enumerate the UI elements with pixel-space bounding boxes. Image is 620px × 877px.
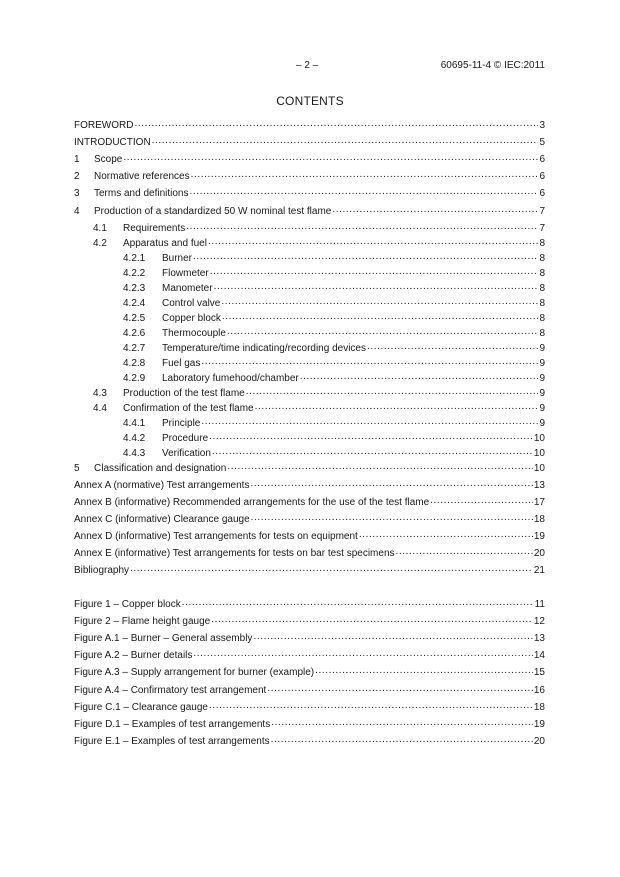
toc-entry-number: 4.2.9 <box>123 372 146 384</box>
dot-leader <box>186 221 538 231</box>
toc-entry-label: Laboratory fumehood/chamber <box>162 372 299 384</box>
dot-leader <box>182 597 534 607</box>
toc-entry-page: 10 <box>533 447 545 459</box>
toc-entry[interactable] <box>74 478 545 492</box>
toc-entry-label: Scope <box>94 154 123 166</box>
toc-entry-page: 11 <box>534 599 545 610</box>
toc-entry[interactable] <box>74 386 545 400</box>
toc-entry[interactable] <box>74 221 545 235</box>
toc-entry-page: 8 <box>539 297 545 309</box>
dot-leader <box>123 152 538 162</box>
toc-entry-label: FOREWORD <box>74 120 134 131</box>
toc-entry-number: 4.2.7 <box>123 342 146 354</box>
toc-entry-page: 5 <box>539 137 545 149</box>
toc-entry-page: 19 <box>533 718 545 730</box>
toc-entry[interactable] <box>74 461 545 475</box>
toc-entry[interactable] <box>74 495 545 509</box>
toc-entry-page: 13 <box>533 479 545 491</box>
page-number: – 2 – <box>296 60 319 71</box>
figure-entry-label: Figure 1 – Copper block <box>74 599 181 610</box>
toc-entry-number: 4 <box>74 205 80 217</box>
toc-entry-label: Annex E (informative) Test arrangements for tests on bar test specimens <box>74 548 395 560</box>
dot-leader <box>209 431 533 441</box>
dot-leader <box>271 717 533 727</box>
toc-entry-number: 3 <box>74 188 80 200</box>
toc-entry-label: Flowmeter <box>162 267 209 279</box>
dot-leader <box>134 118 538 128</box>
toc-entry-page: 9 <box>539 402 545 414</box>
toc-entry-page: 7 <box>539 222 545 234</box>
toc-entry[interactable] <box>74 152 545 166</box>
toc-entry-label: Fuel gas <box>162 357 201 369</box>
toc-entry-page: 9 <box>539 372 545 384</box>
toc-entry[interactable] <box>74 251 545 265</box>
toc-entry-page: 9 <box>539 417 545 429</box>
toc-entry-label: Thermocouple <box>162 327 226 339</box>
toc-entry-label: Confirmation of the test flame <box>123 402 254 414</box>
toc-entry-label: Control valve <box>162 297 221 309</box>
figure-entry-label: Figure D.1 – Examples of test arrangements <box>74 718 271 730</box>
page-title: CONTENTS <box>276 94 344 108</box>
figure-entry[interactable] <box>74 700 545 714</box>
dot-leader <box>190 186 539 196</box>
toc-entry-label: Apparatus and fuel <box>123 237 207 249</box>
toc-entry[interactable] <box>74 431 545 445</box>
toc-entry-page: 16 <box>533 684 545 696</box>
document-id: 60695-11-4 © IEC:2011 <box>440 60 545 71</box>
toc-entry-label: Normative references <box>94 171 190 183</box>
toc-entry-page: 9 <box>539 342 545 354</box>
toc-entry-page: 8 <box>539 237 545 249</box>
toc-entry-page: 7 <box>539 205 545 217</box>
toc-entry-label: Production of a standardized 50 W nominal test flame <box>94 205 332 217</box>
toc-entry-number: 4.2.6 <box>123 327 146 339</box>
toc-entry-label: Terms and definitions <box>94 188 189 200</box>
toc-entry-page: 14 <box>533 650 545 662</box>
figure-entry-label: Figure A.1 – Burner – General assembly <box>74 633 253 645</box>
dot-leader <box>193 251 538 261</box>
toc-entry[interactable] <box>74 563 545 577</box>
dot-leader <box>152 135 539 145</box>
dot-leader <box>300 371 539 381</box>
toc-entry[interactable] <box>74 135 545 149</box>
toc-entry-page: 15 <box>533 667 545 679</box>
toc-entry-number: 4.4.3 <box>123 447 146 459</box>
toc-entry-label: Annex B (informative) Recommended arrangements for the use of the test flame <box>74 496 430 508</box>
toc-entry[interactable] <box>74 204 545 218</box>
toc-entry-number: 1 <box>74 154 80 166</box>
toc-entry-label: Verification <box>162 447 211 459</box>
figure-entry-label: Figure A.4 – Confirmatory test arrangement <box>74 684 267 696</box>
dot-leader <box>227 461 533 471</box>
toc-entry-label: Burner <box>162 252 193 264</box>
toc-entry-page: 8 <box>539 312 545 324</box>
figure-entry[interactable] <box>74 683 545 697</box>
toc-entry-page: 6 <box>539 188 545 200</box>
toc-entry[interactable] <box>74 266 545 280</box>
figure-entry-label: Figure 2 – Flame height gauge <box>74 616 211 628</box>
dot-leader <box>201 356 538 366</box>
toc-entry-page: 10 <box>533 432 545 444</box>
toc-entry-number: 4.2.2 <box>123 267 146 279</box>
dot-leader <box>271 734 533 744</box>
dot-leader <box>211 614 533 624</box>
toc-entry-label: Production of the test flame <box>123 387 245 399</box>
toc-entry-page: 6 <box>539 154 545 166</box>
toc-entry-page: 8 <box>539 282 545 294</box>
dot-leader <box>210 266 539 276</box>
toc-entry-label: Manometer <box>162 282 213 294</box>
figure-entry[interactable] <box>74 734 545 748</box>
dot-leader <box>191 169 539 179</box>
toc-entry-page: 21 <box>533 565 545 577</box>
figure-entry[interactable] <box>74 614 545 628</box>
toc-entry-page: 18 <box>533 701 545 713</box>
toc-entry-page: 8 <box>539 267 545 279</box>
toc-entry-page: 13 <box>533 633 545 645</box>
toc-entry-number: 4.2.1 <box>123 252 146 264</box>
toc-entry-page: 17 <box>533 496 545 508</box>
toc-entry-label: Classification and designation <box>94 462 227 474</box>
toc-entry-page: 20 <box>533 548 545 560</box>
toc-entry-label: Temperature/time indicating/recording devices <box>162 342 366 354</box>
toc-entry[interactable] <box>74 416 545 430</box>
toc-entry-label: Annex D (informative) Test arrangements for tests on equipment <box>74 531 358 542</box>
dot-leader <box>359 529 533 539</box>
dot-leader <box>253 631 532 641</box>
toc-entry-label: Bibliography <box>74 565 130 577</box>
dot-leader <box>222 311 539 321</box>
toc-entry[interactable] <box>74 118 545 132</box>
toc-entry[interactable] <box>74 512 545 526</box>
dot-leader <box>221 296 538 306</box>
toc-entry-page: 6 <box>539 171 545 183</box>
dot-leader <box>208 236 538 246</box>
toc-entry[interactable] <box>74 326 545 340</box>
dot-leader <box>209 700 533 710</box>
toc-entry-page: 9 <box>539 357 545 369</box>
toc-entry-number: 5 <box>74 462 80 474</box>
dot-leader <box>214 281 539 291</box>
figure-entry[interactable] <box>74 665 545 679</box>
toc-entry-number: 4.2.4 <box>123 297 146 309</box>
dot-leader <box>255 401 539 411</box>
toc-entry[interactable] <box>74 296 545 310</box>
dot-leader <box>367 341 538 351</box>
toc-entry-page: 9 <box>539 387 545 399</box>
dot-leader <box>267 683 533 693</box>
toc-entry[interactable] <box>74 356 545 370</box>
toc-entry-page: 19 <box>533 531 545 542</box>
dot-leader <box>251 512 533 522</box>
toc-entry-label: Requirements <box>123 222 186 234</box>
toc-entry[interactable] <box>74 371 545 385</box>
toc-entry-label: INTRODUCTION <box>74 137 151 149</box>
toc-entry-label: Annex C (informative) Clearance gauge <box>74 513 250 525</box>
figure-entry-label: Figure A.2 – Burner details <box>74 650 193 662</box>
toc-entry-number: 4.4.1 <box>123 417 146 429</box>
toc-entry[interactable] <box>74 236 545 250</box>
dot-leader <box>250 478 532 488</box>
figure-entry[interactable] <box>74 717 545 731</box>
toc-entry-number: 4.4 <box>93 402 107 414</box>
dot-leader <box>246 386 539 396</box>
figure-entry-label: Figure E.1 – Examples of test arrangements <box>74 735 270 747</box>
toc-entry-number: 4.3 <box>93 387 107 399</box>
toc-entry-page: 12 <box>533 616 545 628</box>
dot-leader <box>227 326 539 336</box>
toc-entry[interactable] <box>74 341 545 355</box>
toc-entry-number: 2 <box>74 171 80 183</box>
toc-entry-label: Copper block <box>162 312 221 324</box>
dot-leader <box>315 665 533 675</box>
toc-entry[interactable] <box>74 546 545 560</box>
figure-entry-label: Figure C.1 – Clearance gauge <box>74 701 208 713</box>
dot-leader <box>193 648 532 658</box>
toc-entry-label: Annex A (normative) Test arrangements <box>74 479 250 491</box>
dot-leader <box>212 446 533 456</box>
toc-entry-page: 10 <box>533 462 545 474</box>
toc-entry[interactable] <box>74 169 545 183</box>
toc-entry[interactable] <box>74 529 545 543</box>
toc-entry-page: 3 <box>539 120 545 131</box>
toc-entry-page: 8 <box>539 327 545 339</box>
toc-entry-number: 4.4.2 <box>123 432 146 444</box>
toc-entry[interactable] <box>74 281 545 295</box>
toc-entry[interactable] <box>74 311 545 325</box>
toc-entry[interactable] <box>74 186 545 200</box>
toc-entry[interactable] <box>74 446 545 460</box>
toc-entry-page: 20 <box>533 735 545 747</box>
toc-entry-label: Principle <box>162 417 201 429</box>
figure-entry[interactable] <box>74 648 545 662</box>
toc-entry-number: 4.2.3 <box>123 282 146 294</box>
toc-entry-number: 4.1 <box>93 222 107 234</box>
dot-leader <box>332 204 538 214</box>
dot-leader <box>201 416 538 426</box>
toc-entry-number: 4.2 <box>93 237 107 249</box>
figure-entry-label: Figure A.3 – Supply arrangement for burner (example) <box>74 667 315 679</box>
toc-entry-page: 18 <box>533 513 545 525</box>
figure-entry[interactable] <box>74 597 545 611</box>
toc-entry-page: 8 <box>539 252 545 264</box>
toc-entry[interactable] <box>74 401 545 415</box>
toc-entry-number: 4.2.5 <box>123 312 146 324</box>
toc-entry-number: 4.2.8 <box>123 357 146 369</box>
figure-entry[interactable] <box>74 631 545 645</box>
dot-leader <box>130 563 533 573</box>
toc-entry-label: Procedure <box>162 432 209 444</box>
dot-leader <box>430 495 533 505</box>
dot-leader <box>396 546 533 556</box>
